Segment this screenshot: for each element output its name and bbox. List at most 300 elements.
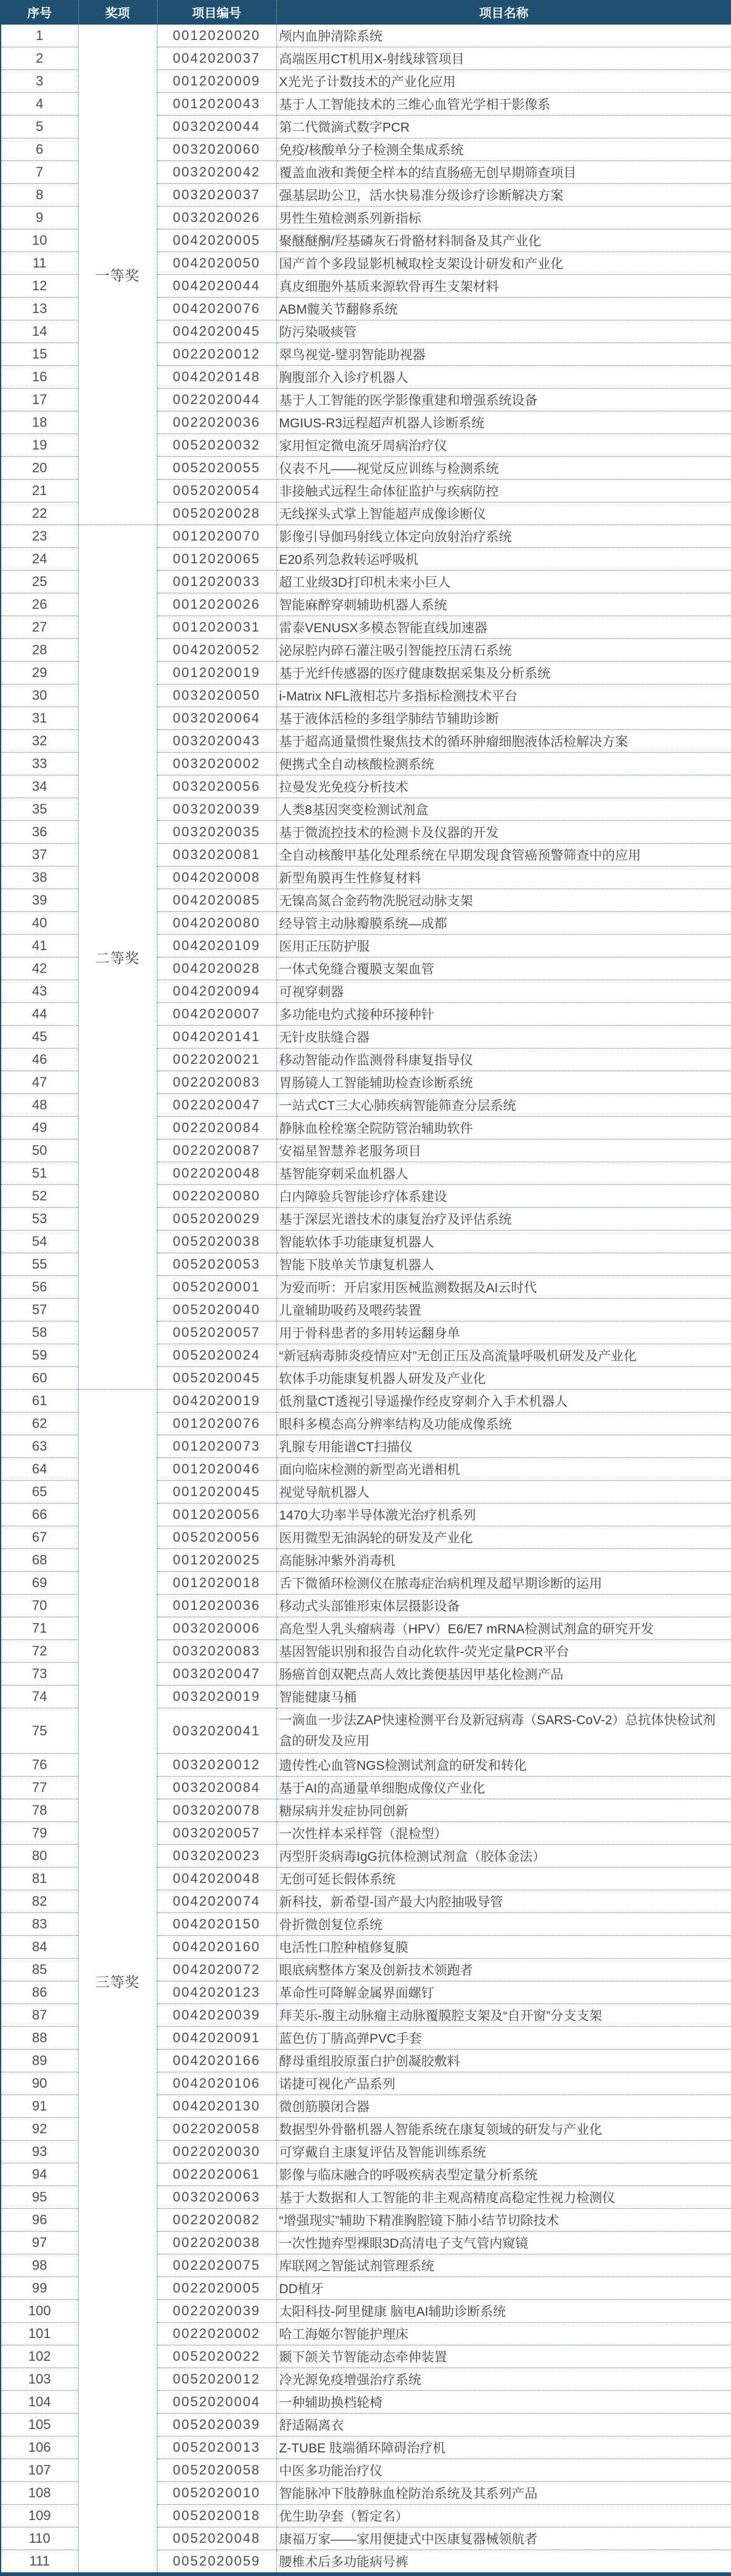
project-name-cell: 高能脉冲紫外消毒机 — [276, 1549, 731, 1572]
project-name-cell: 丙型肝炎病毒IgG抗体检测试剂盒（胶体金法） — [276, 1845, 731, 1868]
project-name-cell: 1470大功率半导体激光治疗机系列 — [276, 1504, 731, 1526]
row-serial-number: 76 — [1, 1754, 78, 1777]
project-name-cell: 新科技，新希望-国产最大内腔抽吸导管 — [276, 1890, 731, 1913]
row-serial-number: 83 — [1, 1913, 78, 1936]
row-serial-number: 103 — [1, 2368, 78, 2391]
project-name-cell: 蓝色仿丁腈高弹PVC手套 — [276, 2027, 731, 2050]
row-serial-number: 11 — [1, 252, 78, 275]
project-name-cell: 一体式免缝合覆膜支架血管 — [276, 957, 731, 980]
project-code-cell: 0012020025 — [157, 1549, 276, 1572]
row-serial-number: 43 — [1, 980, 78, 1003]
row-serial-number: 86 — [1, 1981, 78, 2004]
table-row — [1, 25, 731, 47]
row-serial-number: 64 — [1, 1458, 78, 1481]
row-serial-number: 94 — [1, 2163, 78, 2186]
project-name-cell: 影像与临床融合的呼吸疾病表型定量分析系统 — [276, 2163, 731, 2186]
project-name-cell: 乳腺专用能谱CT扫描仪 — [276, 1435, 731, 1458]
project-code-cell: 0042020072 — [157, 1959, 276, 1981]
project-code-cell: 0032020043 — [157, 730, 276, 753]
project-code-cell: 0052020028 — [157, 502, 276, 525]
row-serial-number: 45 — [1, 1026, 78, 1048]
project-code-cell: 0022020075 — [157, 2254, 276, 2277]
row-serial-number: 100 — [1, 2300, 78, 2323]
col-header-award: 奖项 — [78, 0, 157, 25]
project-name-cell: 糖尿病并发症协同创新 — [276, 1799, 731, 1822]
project-name-cell: 第二代微滴式数字PCR — [276, 116, 731, 138]
project-code-cell: 0042020037 — [157, 47, 276, 70]
project-code-cell: 0022020012 — [157, 343, 276, 366]
row-serial-number: 2 — [1, 47, 78, 70]
project-code-cell: 0042020080 — [157, 912, 276, 935]
project-code-cell: 0032020023 — [157, 1845, 276, 1868]
col-header-serial-number: 序号 — [1, 0, 78, 25]
project-code-cell: 0032020081 — [157, 844, 276, 866]
row-serial-number: 61 — [1, 1390, 78, 1413]
row-serial-number: 88 — [1, 2027, 78, 2050]
project-code-cell: 0042020076 — [157, 298, 276, 320]
project-name-cell: 非接触式远程生命体征监护与疾病防控 — [276, 480, 731, 502]
row-serial-number: 96 — [1, 2209, 78, 2232]
project-code-cell: 0042020052 — [157, 639, 276, 662]
row-serial-number: 81 — [1, 1868, 78, 1890]
project-code-cell: 0022020080 — [157, 1185, 276, 1208]
row-serial-number: 92 — [1, 2118, 78, 2141]
project-name-cell: 白内障验兵智能诊疗体系建设 — [276, 1185, 731, 1208]
row-serial-number: 105 — [1, 2414, 78, 2436]
project-name-cell: 拜芙乐-腹主动脉瘤主动脉覆膜腔支架及“自开窗”分支支架 — [276, 2004, 731, 2027]
project-code-cell: 0022020061 — [157, 2163, 276, 2186]
row-serial-number: 38 — [1, 866, 78, 889]
project-name-cell: 胃肠镜人工智能辅助检查诊断系统 — [276, 1071, 731, 1094]
row-serial-number: 106 — [1, 2436, 78, 2459]
project-code-cell: 0032020026 — [157, 207, 276, 229]
project-name-cell: 面向临床检测的新型高光谱相机 — [276, 1458, 731, 1481]
table-row — [1, 1390, 731, 1413]
table-header-row — [1, 0, 731, 25]
row-serial-number: 54 — [1, 1231, 78, 1253]
row-serial-number: 36 — [1, 821, 78, 844]
project-code-cell: 0032020060 — [157, 138, 276, 161]
project-code-cell: 0012020009 — [157, 70, 276, 93]
project-name-cell: 腰椎术后多功能病号裤 — [276, 2550, 731, 2575]
row-serial-number: 63 — [1, 1435, 78, 1458]
row-serial-number: 29 — [1, 662, 78, 684]
project-code-cell: 0032020006 — [157, 1617, 276, 1640]
project-name-cell: 基于人工智能技术的三维心血管光学相干影像系 — [276, 93, 731, 116]
row-serial-number: 5 — [1, 116, 78, 138]
project-name-cell: MGIUS-R3远程超声机器人诊断系统 — [276, 411, 731, 434]
project-code-cell: 0032020056 — [157, 775, 276, 798]
row-serial-number: 82 — [1, 1890, 78, 1913]
project-code-cell: 0042020007 — [157, 1003, 276, 1026]
project-name-cell: 基于光纤传感器的医疗健康数据采集及分析系统 — [276, 662, 731, 684]
project-code-cell: 0032020019 — [157, 1686, 276, 1708]
project-name-cell: Z-TUBE 肢端循环障碍治疗机 — [276, 2436, 731, 2459]
row-serial-number: 111 — [1, 2550, 78, 2575]
project-name-cell: 冷光源免疫增强治疗系统 — [276, 2368, 731, 2391]
row-serial-number: 17 — [1, 389, 78, 411]
award-tier-cell: 一等奖 — [78, 25, 157, 525]
project-code-cell: 0032020002 — [157, 753, 276, 775]
row-serial-number: 27 — [1, 616, 78, 639]
row-serial-number: 51 — [1, 1162, 78, 1185]
row-serial-number: 66 — [1, 1504, 78, 1526]
project-name-cell: 软体手功能康复机器人研发及产业化 — [276, 1367, 731, 1390]
row-serial-number: 102 — [1, 2345, 78, 2368]
project-code-cell: 0022020036 — [157, 411, 276, 434]
project-name-cell: 覆盖血液和粪便全样本的结直肠癌无创早期筛查项目 — [276, 161, 731, 184]
project-name-cell: i-Matrix NFL液相芯片多指标检测技术平台 — [276, 684, 731, 707]
project-code-cell: 0022020087 — [157, 1139, 276, 1162]
row-serial-number: 75 — [1, 1708, 78, 1754]
project-name-cell: 电活性口腔种植修复膜 — [276, 1936, 731, 1959]
project-code-cell: 0012020046 — [157, 1458, 276, 1481]
row-serial-number: 26 — [1, 593, 78, 616]
row-serial-number: 56 — [1, 1276, 78, 1299]
project-name-cell: 防污染吸痰管 — [276, 320, 731, 343]
project-name-cell: 用于骨科患者的多用转运翻身单 — [276, 1322, 731, 1344]
project-name-cell: 新型角膜再生性修复材料 — [276, 866, 731, 889]
row-serial-number: 108 — [1, 2482, 78, 2505]
project-name-cell: 安福星智慧养老服务项目 — [276, 1139, 731, 1162]
row-serial-number: 19 — [1, 434, 78, 457]
row-serial-number: 7 — [1, 161, 78, 184]
row-serial-number: 59 — [1, 1344, 78, 1367]
project-name-cell: 医用微型无油涡轮的研发及产业化 — [276, 1526, 731, 1549]
project-code-cell: 0032020012 — [157, 1754, 276, 1777]
project-code-cell: 0052020022 — [157, 2345, 276, 2368]
project-code-cell: 0022020058 — [157, 2118, 276, 2141]
project-code-cell: 0012020043 — [157, 93, 276, 116]
row-serial-number: 70 — [1, 1595, 78, 1617]
project-code-cell: 0032020064 — [157, 707, 276, 730]
row-serial-number: 28 — [1, 639, 78, 662]
row-serial-number: 60 — [1, 1367, 78, 1390]
row-serial-number: 30 — [1, 684, 78, 707]
project-code-cell: 0032020083 — [157, 1640, 276, 1663]
project-code-cell: 0042020008 — [157, 866, 276, 889]
project-code-cell: 0042020141 — [157, 1026, 276, 1048]
project-code-cell: 0052020004 — [157, 2391, 276, 2414]
project-code-cell: 0032020084 — [157, 1777, 276, 1799]
project-code-cell: 0042020150 — [157, 1913, 276, 1936]
project-code-cell: 0032020047 — [157, 1663, 276, 1686]
project-code-cell: 0052020001 — [157, 1276, 276, 1299]
project-code-cell: 0032020078 — [157, 1799, 276, 1822]
project-name-cell: 基于液体活检的多组学肺结节辅助诊断 — [276, 707, 731, 730]
project-code-cell: 0042020148 — [157, 366, 276, 389]
row-serial-number: 25 — [1, 571, 78, 593]
project-name-cell: 哈工海姬尔智能护理床 — [276, 2323, 731, 2345]
project-name-cell: 智能麻醉穿刺辅助机器人系统 — [276, 593, 731, 616]
project-code-cell: 0052020056 — [157, 1526, 276, 1549]
row-serial-number: 22 — [1, 502, 78, 525]
project-code-cell: 0022020021 — [157, 1048, 276, 1071]
project-name-cell: 视觉导航机器人 — [276, 1481, 731, 1504]
project-name-cell: 强基层助公卫，活水快易准分级诊疗诊断解决方案 — [276, 184, 731, 207]
project-code-cell: 0042020044 — [157, 275, 276, 298]
row-serial-number: 12 — [1, 275, 78, 298]
project-name-cell: 遗传性心血管NGS检测试剂盒的研发和转化 — [276, 1754, 731, 1777]
project-name-cell: ABM髋关节翻修系统 — [276, 298, 731, 320]
project-code-cell: 0012020073 — [157, 1435, 276, 1458]
row-serial-number: 14 — [1, 320, 78, 343]
row-serial-number: 23 — [1, 525, 78, 548]
row-serial-number: 72 — [1, 1640, 78, 1663]
project-name-cell: 移动智能动作监测骨科康复指导仪 — [276, 1048, 731, 1071]
row-serial-number: 31 — [1, 707, 78, 730]
row-serial-number: 32 — [1, 730, 78, 753]
project-code-cell: 0052020054 — [157, 480, 276, 502]
row-serial-number: 34 — [1, 775, 78, 798]
row-serial-number: 89 — [1, 2050, 78, 2072]
project-name-cell: 聚醚醚酮/羟基磷灰石骨骼材料制备及其产业化 — [276, 229, 731, 252]
project-name-cell: 智能健康马桶 — [276, 1686, 731, 1708]
row-serial-number: 37 — [1, 844, 78, 866]
project-name-cell: 智能脉冲下肢静脉血栓防治系统及其系列产品 — [276, 2482, 731, 2505]
project-name-cell: 高端医用CT机用X-射线球管项目 — [276, 47, 731, 70]
project-code-cell: 0042020074 — [157, 1890, 276, 1913]
project-name-cell: 可穿戴自主康复评估及智能训练系统 — [276, 2141, 731, 2163]
project-name-cell: 无镍高氮合金药物洗脱冠动脉支架 — [276, 889, 731, 912]
row-serial-number: 24 — [1, 548, 78, 571]
project-code-cell: 0032020057 — [157, 1822, 276, 1845]
project-code-cell: 0042020109 — [157, 935, 276, 957]
row-serial-number: 84 — [1, 1936, 78, 1959]
row-serial-number: 9 — [1, 207, 78, 229]
row-serial-number: 79 — [1, 1822, 78, 1845]
project-name-cell: “增强现实”辅助下精准胸腔镜下肺小结节切除技术 — [276, 2209, 731, 2232]
project-code-cell: 0042020050 — [157, 252, 276, 275]
project-code-cell: 0032020041 — [157, 1708, 276, 1754]
project-code-cell: 0052020024 — [157, 1344, 276, 1367]
row-serial-number: 18 — [1, 411, 78, 434]
table-row — [1, 525, 731, 548]
col-header-project-code: 项目编号 — [157, 0, 276, 25]
project-name-cell: 儿童辅助吸药及喂药装置 — [276, 1299, 731, 1322]
project-name-cell: 男性生殖检测系列新指标 — [276, 207, 731, 229]
project-code-cell: 0012020056 — [157, 1504, 276, 1526]
project-name-cell: DD植牙 — [276, 2277, 731, 2300]
project-name-cell: 超工业级3D打印机未来小巨人 — [276, 571, 731, 593]
row-serial-number: 69 — [1, 1572, 78, 1595]
project-code-cell: 0032020039 — [157, 798, 276, 821]
project-name-cell: 舒适隔离衣 — [276, 2414, 731, 2436]
project-name-cell: 基于超高通量惯性聚焦技术的循环肿瘤细胞液体活检解决方案 — [276, 730, 731, 753]
table-body — [1, 25, 731, 2575]
project-name-cell: 眼底病整体方案及创新技术领跑者 — [276, 1959, 731, 1981]
project-code-cell: 0022020030 — [157, 2141, 276, 2163]
row-serial-number: 15 — [1, 343, 78, 366]
project-code-cell: 0022020002 — [157, 2323, 276, 2345]
project-name-cell: E20系列急救转运呼吸机 — [276, 548, 731, 571]
row-serial-number: 85 — [1, 1959, 78, 1981]
project-name-cell: 基于人工智能的医学影像重建和增强系统设备 — [276, 389, 731, 411]
project-code-cell: 0022020048 — [157, 1162, 276, 1185]
project-name-cell: 仪表不凡——视觉反应训练与检测系统 — [276, 457, 731, 480]
project-name-cell: 基于AI的高通量单细胞成像仪产业化 — [276, 1777, 731, 1799]
project-code-cell: 0052020057 — [157, 1322, 276, 1344]
project-name-cell: 胸腹部介入诊疗机器人 — [276, 366, 731, 389]
row-serial-number: 104 — [1, 2391, 78, 2414]
project-name-cell: “新冠病毒肺炎疫情应对”无创正压及高流量呼吸机研发及产业化 — [276, 1344, 731, 1367]
project-name-cell: 基于深层光谱技术的康复治疗及评估系统 — [276, 1208, 731, 1231]
row-serial-number: 71 — [1, 1617, 78, 1640]
project-code-cell: 0012020076 — [157, 1413, 276, 1435]
project-code-cell: 0032020063 — [157, 2186, 276, 2209]
project-name-cell: 基于大数据和人工智能的非主观高精度高稳定性视力检测仪 — [276, 2186, 731, 2209]
project-name-cell: 无针皮肤缝合器 — [276, 1026, 731, 1048]
project-code-cell: 0042020094 — [157, 980, 276, 1003]
project-code-cell: 0032020050 — [157, 684, 276, 707]
project-code-cell: 0042020085 — [157, 889, 276, 912]
project-name-cell: 一滴血一步法ZAP快速检测平台及新冠病毒（SARS-CoV-2）总抗体快检试剂盒的研发及应用 — [276, 1708, 731, 1754]
row-serial-number: 68 — [1, 1549, 78, 1572]
project-name-cell: 智能下肢单关节康复机器人 — [276, 1253, 731, 1276]
project-code-cell: 0042020123 — [157, 1981, 276, 2004]
project-name-cell: 无创可延长假体系统 — [276, 1868, 731, 1890]
row-serial-number: 65 — [1, 1481, 78, 1504]
project-name-cell: 骨折微创复位系统 — [276, 1913, 731, 1936]
project-code-cell: 0042020106 — [157, 2072, 276, 2095]
project-name-cell: 中医多功能治疗仪 — [276, 2459, 731, 2482]
project-name-cell: 一次性样本采样管（混检型） — [276, 1822, 731, 1845]
project-name-cell: 智能软体手功能康复机器人 — [276, 1231, 731, 1253]
project-name-cell: 泌尿腔内碎石灌注吸引智能控压清石系统 — [276, 639, 731, 662]
project-name-cell: 基智能穿刺采血机器人 — [276, 1162, 731, 1185]
project-code-cell: 0052020032 — [157, 434, 276, 457]
project-name-cell: 免疫/核酸单分子检测全集成系统 — [276, 138, 731, 161]
project-code-cell: 0012020045 — [157, 1481, 276, 1504]
award-tier-cell: 三等奖 — [78, 1390, 157, 2575]
row-serial-number: 35 — [1, 798, 78, 821]
project-name-cell: 多功能电灼式接种环接种针 — [276, 1003, 731, 1026]
project-name-cell: 酵母重组胶原蛋白护创凝胶敷料 — [276, 2050, 731, 2072]
row-serial-number: 40 — [1, 912, 78, 935]
project-name-cell: 国产首个多段显影机械取栓支架设计研发和产业化 — [276, 252, 731, 275]
project-code-cell: 0052020012 — [157, 2368, 276, 2391]
project-code-cell: 0022020039 — [157, 2300, 276, 2323]
project-name-cell: 为爱而听：开启家用医械监测数据及AI云时代 — [276, 1276, 731, 1299]
row-serial-number: 97 — [1, 2232, 78, 2254]
project-code-cell: 0052020029 — [157, 1208, 276, 1231]
project-code-cell: 0052020045 — [157, 1367, 276, 1390]
row-serial-number: 8 — [1, 184, 78, 207]
project-name-cell: 家用恒定微电流牙周病治疗仪 — [276, 434, 731, 457]
project-name-cell: 无线探头式掌上智能超声成像诊断仪 — [276, 502, 731, 525]
row-serial-number: 73 — [1, 1663, 78, 1686]
project-code-cell: 0012020036 — [157, 1595, 276, 1617]
project-code-cell: 0052020040 — [157, 1299, 276, 1322]
project-name-cell: 优生助孕套（暂定名） — [276, 2505, 731, 2527]
row-serial-number: 99 — [1, 2277, 78, 2300]
project-code-cell: 0042020019 — [157, 1390, 276, 1413]
row-serial-number: 74 — [1, 1686, 78, 1708]
project-code-cell: 0032020035 — [157, 821, 276, 844]
row-serial-number: 46 — [1, 1048, 78, 1071]
row-serial-number: 44 — [1, 1003, 78, 1026]
project-code-cell: 0022020084 — [157, 1117, 276, 1139]
row-serial-number: 80 — [1, 1845, 78, 1868]
project-code-cell: 0042020045 — [157, 320, 276, 343]
row-serial-number: 101 — [1, 2323, 78, 2345]
project-code-cell: 0012020018 — [157, 1572, 276, 1595]
row-serial-number: 67 — [1, 1526, 78, 1549]
project-name-cell: X光光子计数技术的产业化应用 — [276, 70, 731, 93]
row-serial-number: 50 — [1, 1139, 78, 1162]
row-serial-number: 58 — [1, 1322, 78, 1344]
project-name-cell: 微创筋膜闭合器 — [276, 2095, 731, 2118]
project-name-cell: 诺捷可视化产品系列 — [276, 2072, 731, 2095]
project-name-cell: 基因智能识别和报告自动化软件-荧光定量PCR平台 — [276, 1640, 731, 1663]
project-name-cell: 移动式头部锥形束体层摄影设备 — [276, 1595, 731, 1617]
project-code-cell: 0042020039 — [157, 2004, 276, 2027]
row-serial-number: 33 — [1, 753, 78, 775]
project-name-cell: 一站式CT三大心肺疾病智能筛查分层系统 — [276, 1094, 731, 1117]
row-serial-number: 110 — [1, 2527, 78, 2550]
project-code-cell: 0052020013 — [157, 2436, 276, 2459]
project-code-cell: 0022020083 — [157, 1071, 276, 1094]
row-serial-number: 95 — [1, 2186, 78, 2209]
row-serial-number: 57 — [1, 1299, 78, 1322]
row-serial-number: 1 — [1, 25, 78, 47]
project-code-cell: 0052020010 — [157, 2482, 276, 2505]
project-name-cell: 静脉血栓栓塞全院防管治辅助软件 — [276, 1117, 731, 1139]
project-name-cell: 拉曼发光免疫分析技术 — [276, 775, 731, 798]
project-code-cell: 0042020028 — [157, 957, 276, 980]
project-code-cell: 0052020018 — [157, 2505, 276, 2527]
project-code-cell: 0022020044 — [157, 389, 276, 411]
project-name-cell: 全自动核酸甲基化处理系统在早期发现食管癌预警筛查中的应用 — [276, 844, 731, 866]
row-serial-number: 21 — [1, 480, 78, 502]
project-code-cell: 0012020065 — [157, 548, 276, 571]
project-code-cell: 0012020019 — [157, 662, 276, 684]
project-name-cell: 雷泰VENUSX多模态智能直线加速器 — [276, 616, 731, 639]
project-name-cell: 太阳科技-阿里健康 脑电AI辅助诊断系统 — [276, 2300, 731, 2323]
project-code-cell: 0012020070 — [157, 525, 276, 548]
project-code-cell: 0042020005 — [157, 229, 276, 252]
row-serial-number: 53 — [1, 1208, 78, 1231]
project-name-cell: 真皮细胞外基质来源软骨再生支架材料 — [276, 275, 731, 298]
project-name-cell: 一次性抛弃型裸眼3D高清电子支气管内窥镜 — [276, 2232, 731, 2254]
project-name-cell: 人类8基因突变检测试剂盒 — [276, 798, 731, 821]
row-serial-number: 109 — [1, 2505, 78, 2527]
project-name-cell: 基于微流控技术的检测卡及仪器的开发 — [276, 821, 731, 844]
row-serial-number: 107 — [1, 2459, 78, 2482]
row-serial-number: 42 — [1, 957, 78, 980]
row-serial-number: 98 — [1, 2254, 78, 2277]
project-name-cell: 便携式全自动核酸检测系统 — [276, 753, 731, 775]
project-code-cell: 0052020048 — [157, 2527, 276, 2550]
project-name-cell: 眼科多模态高分辨率结构及功能成像系统 — [276, 1413, 731, 1435]
project-name-cell: 翠鸟视觉-璧羽智能助视器 — [276, 343, 731, 366]
row-serial-number: 77 — [1, 1777, 78, 1799]
project-name-cell: 康福万家——家用便捷式中医康复器械领航者 — [276, 2527, 731, 2550]
row-serial-number: 39 — [1, 889, 78, 912]
project-code-cell: 0052020053 — [157, 1253, 276, 1276]
row-serial-number: 16 — [1, 366, 78, 389]
project-code-cell: 0032020044 — [157, 116, 276, 138]
project-code-cell: 0052020039 — [157, 2414, 276, 2436]
project-name-cell: 舌下微循环检测仪在脓毒症治病机理及超早期诊断的运用 — [276, 1572, 731, 1595]
award-tier-cell: 二等奖 — [78, 525, 157, 1390]
project-name-cell: 肠癌首创双靶点高人效比粪便基因甲基化检测产品 — [276, 1663, 731, 1686]
project-name-cell: 医用正压防护服 — [276, 935, 731, 957]
row-serial-number: 6 — [1, 138, 78, 161]
row-serial-number: 49 — [1, 1117, 78, 1139]
project-name-cell: 经导管主动脉瓣膜系统—成都 — [276, 912, 731, 935]
project-code-cell: 0052020055 — [157, 457, 276, 480]
